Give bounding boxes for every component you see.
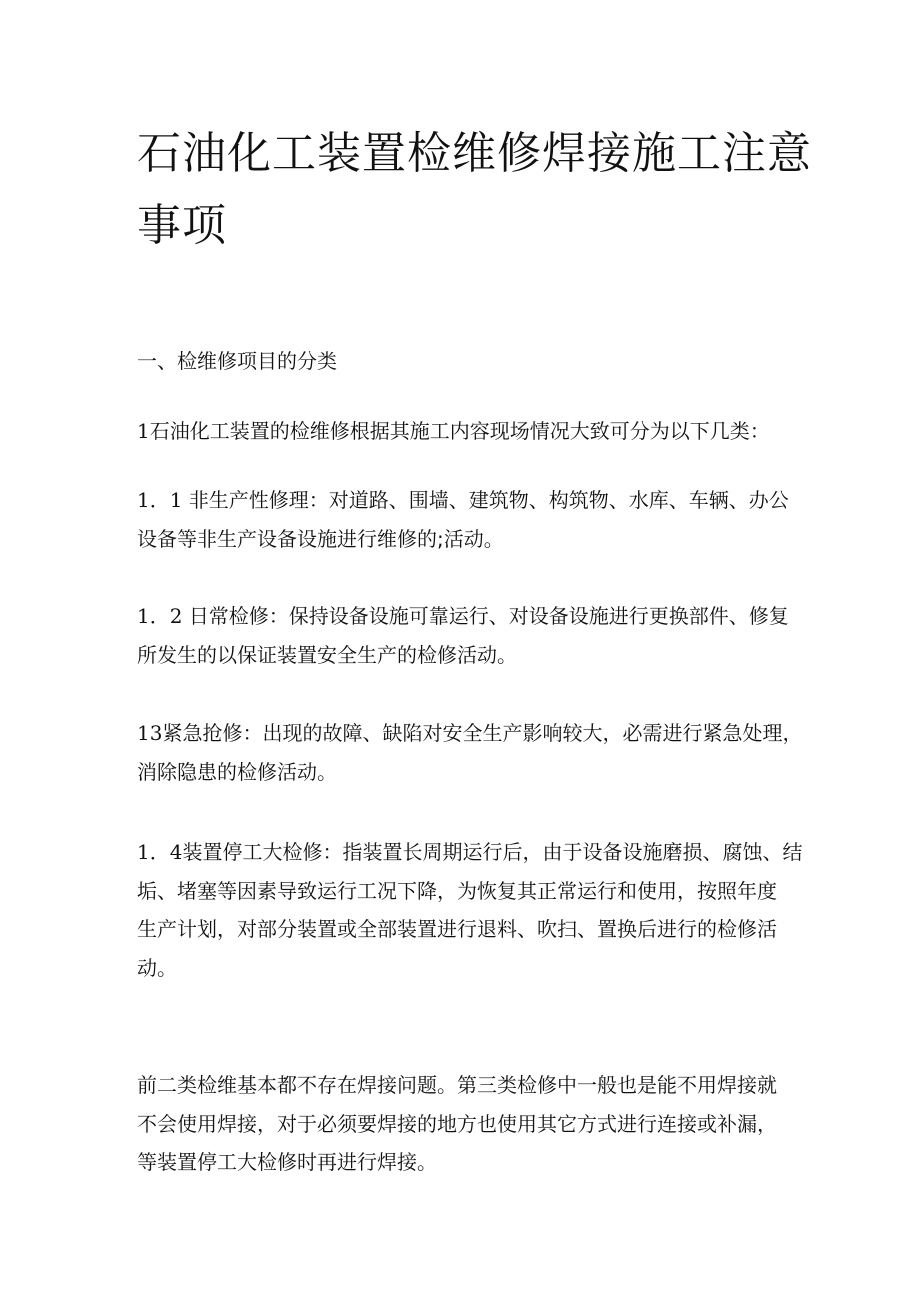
line-text: 所发生的以保证装置安全生产的检修活动。 [137, 642, 517, 667]
paragraph-1 [137, 412, 770, 451]
line-text: 垢、堵塞等因素导致运行工况下降，为恢复其正常运行和使用，按照年度 [137, 878, 777, 903]
line-text: 等装置停工大检修时再进行焊接。 [137, 1150, 437, 1174]
title-line-2: 事项 [137, 200, 227, 251]
paragraph-line [137, 412, 770, 451]
line-text: 石油化工装置的检维修根据其施工内容现场情况大致可分为以下几类： [149, 419, 770, 443]
paragraph-line [137, 597, 789, 636]
line-text: 消除隐患的检修活动。 [137, 759, 337, 784]
paragraph-line [137, 949, 802, 988]
paragraph-line [137, 481, 789, 520]
paragraph-line [137, 714, 802, 753]
line-text: 紧急抢修：出现的故障、缺陷对安全生产影响较大，必需进行紧急处理， [162, 721, 803, 745]
item-number: 1 [137, 419, 150, 443]
paragraph-line [137, 910, 802, 949]
paragraph-line [137, 636, 789, 675]
line-text: 生产计划，对部分装置或全部装置进行退料、吹扫、置换后进行的检修活 [137, 917, 777, 941]
paragraph-2 [137, 481, 789, 558]
paragraph-4 [137, 714, 802, 791]
paragraph-line [137, 1066, 777, 1105]
paragraph-line [137, 1105, 777, 1144]
paragraph-3 [137, 597, 789, 674]
paragraph-line [137, 833, 802, 872]
paragraph-line [137, 520, 789, 559]
paragraph-line [137, 872, 802, 911]
item-number: 1．4 [137, 840, 183, 864]
paragraph-line [137, 753, 802, 792]
line-text: 非生产性修理：对道路、围墙、建筑物、构筑物、水库、车辆、办公 [188, 488, 789, 512]
paragraph-5 [137, 833, 802, 987]
line-text: 日常检修：保持设备设施可靠运行、对设备设施进行更换部件、修复 [188, 604, 789, 628]
paragraph-6 [137, 1066, 777, 1182]
line-text: 装置停工大检修：指装置长周期运行后，由于设备设施磨损、腐蚀、结 [182, 840, 803, 864]
paragraph-line [137, 1143, 777, 1182]
document-title [137, 118, 812, 262]
section-heading: 一、检维修项目的分类 [137, 349, 337, 373]
line-text: 设备等非生产设备设施进行维修的;活动。 [137, 526, 504, 551]
line-text: 前二类检维基本都不存在焊接问题。第三类检修中一般也是能不用焊接就 [137, 1073, 777, 1097]
item-number: 1．2 [137, 604, 189, 628]
title-line-1: 石油化工装置检维修焊接施工注意 [137, 128, 812, 179]
item-number: 13 [137, 721, 163, 745]
line-text: 动。 [137, 955, 177, 980]
item-number: 1．1 [137, 488, 189, 512]
line-text: 不会使用焊接，对于必须要焊接的地方也使用其它方式进行连接或补漏， [137, 1111, 777, 1136]
